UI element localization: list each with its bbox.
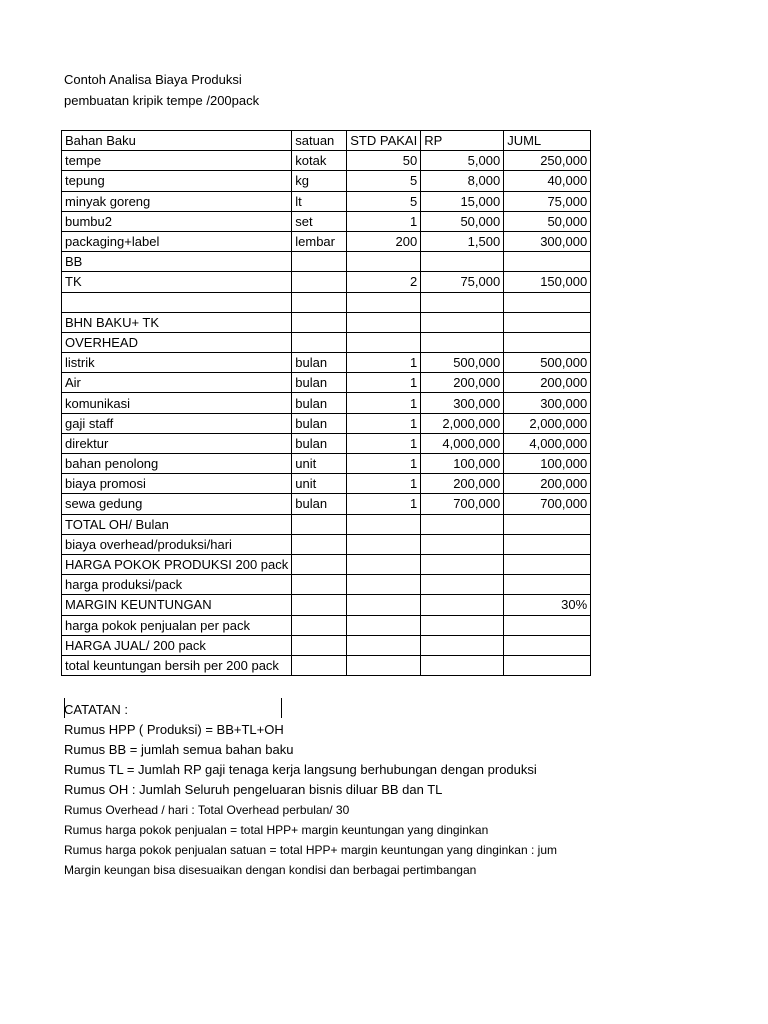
table-row bbox=[62, 312, 591, 332]
table-row bbox=[62, 615, 591, 635]
table-cell[interactable] bbox=[504, 575, 591, 595]
table-cell[interactable] bbox=[504, 635, 591, 655]
table-cell[interactable] bbox=[292, 514, 347, 534]
table-cell[interactable]: 5 bbox=[347, 191, 421, 211]
table-cell[interactable] bbox=[292, 595, 347, 615]
table-row bbox=[62, 231, 591, 251]
table-cell[interactable]: 250,000 bbox=[504, 151, 591, 171]
table-cell[interactable] bbox=[292, 292, 347, 312]
table-cell[interactable]: kotak bbox=[292, 151, 347, 171]
table-cell[interactable]: HARGA JUAL/ 200 pack bbox=[62, 635, 292, 655]
table-cell[interactable]: biaya overhead/produksi/hari bbox=[62, 534, 292, 554]
table-cell[interactable]: 8,000 bbox=[421, 171, 504, 191]
table-cell[interactable] bbox=[347, 635, 421, 655]
table-cell[interactable]: 40,000 bbox=[504, 171, 591, 191]
table-cell[interactable] bbox=[421, 575, 504, 595]
table-row bbox=[62, 171, 591, 191]
table-cell[interactable]: 4,000,000 bbox=[421, 433, 504, 453]
table-cell[interactable]: TK bbox=[62, 272, 292, 292]
table-cell[interactable]: 2 bbox=[347, 272, 421, 292]
notes-section bbox=[64, 700, 557, 880]
table-cell[interactable]: bulan bbox=[292, 433, 347, 453]
table-cell[interactable]: unit bbox=[292, 474, 347, 494]
table-cell[interactable] bbox=[421, 635, 504, 655]
table-row bbox=[62, 252, 591, 272]
table-cell[interactable]: 2,000,000 bbox=[421, 413, 504, 433]
table-cell[interactable] bbox=[292, 635, 347, 655]
table-row bbox=[62, 575, 591, 595]
table-cell[interactable] bbox=[504, 554, 591, 574]
table-cell[interactable]: 1 bbox=[347, 474, 421, 494]
table-cell[interactable]: tempe bbox=[62, 151, 292, 171]
table-cell[interactable]: MARGIN KEUNTUNGAN bbox=[62, 595, 292, 615]
table-cell[interactable]: 100,000 bbox=[421, 454, 504, 474]
table-cell[interactable] bbox=[292, 252, 347, 272]
table-cell[interactable]: JUML bbox=[504, 131, 591, 151]
table-cell[interactable] bbox=[421, 312, 504, 332]
table-cell[interactable]: satuan bbox=[292, 131, 347, 151]
table-cell[interactable]: BHN BAKU+ TK bbox=[62, 312, 292, 332]
table-cell[interactable]: 1 bbox=[347, 433, 421, 453]
table-cell[interactable]: 500,000 bbox=[504, 353, 591, 373]
table-cell[interactable]: 5 bbox=[347, 171, 421, 191]
table-cell[interactable]: bulan bbox=[292, 393, 347, 413]
table-cell[interactable]: tepung bbox=[62, 171, 292, 191]
table-cell[interactable]: 150,000 bbox=[504, 272, 591, 292]
table-row bbox=[62, 292, 591, 312]
table-cell[interactable] bbox=[421, 292, 504, 312]
table-cell[interactable]: 50 bbox=[347, 151, 421, 171]
table-cell[interactable] bbox=[347, 595, 421, 615]
table-cell[interactable] bbox=[421, 554, 504, 574]
table-cell[interactable] bbox=[292, 615, 347, 635]
table-cell[interactable]: 300,000 bbox=[504, 393, 591, 413]
table-cell[interactable]: minyak goreng bbox=[62, 191, 292, 211]
table-cell[interactable]: 1 bbox=[347, 353, 421, 373]
table-row bbox=[62, 373, 591, 393]
table-cell[interactable]: kg bbox=[292, 171, 347, 191]
table-row bbox=[62, 534, 591, 554]
table-cell[interactable] bbox=[292, 554, 347, 574]
note-line: Rumus harga pokok penjualan = total HPP+ margin keuntungan yang dinginkan bbox=[64, 823, 489, 837]
table-cell[interactable] bbox=[504, 514, 591, 534]
table-cell[interactable] bbox=[292, 534, 347, 554]
table-cell[interactable] bbox=[347, 554, 421, 574]
table-cell[interactable]: komunikasi bbox=[62, 393, 292, 413]
table-cell[interactable] bbox=[292, 655, 347, 675]
table-cell[interactable] bbox=[504, 332, 591, 352]
table-cell[interactable]: packaging+label bbox=[62, 231, 292, 251]
table-cell[interactable]: 500,000 bbox=[421, 353, 504, 373]
table-cell[interactable] bbox=[292, 575, 347, 595]
table-row bbox=[62, 514, 591, 534]
table-cell[interactable]: bumbu2 bbox=[62, 211, 292, 231]
table-cell[interactable]: total keuntungan bersih per 200 pack bbox=[62, 655, 292, 675]
table-cell[interactable]: bulan bbox=[292, 413, 347, 433]
table-cell[interactable]: 75,000 bbox=[504, 191, 591, 211]
table-cell[interactable]: 200,000 bbox=[504, 373, 591, 393]
table-row bbox=[62, 211, 591, 231]
table-cell[interactable]: bulan bbox=[292, 353, 347, 373]
table-row bbox=[62, 595, 591, 615]
table-row bbox=[62, 353, 591, 373]
table-cell[interactable]: 1 bbox=[347, 454, 421, 474]
table-cell[interactable] bbox=[421, 332, 504, 352]
table-cell[interactable] bbox=[347, 615, 421, 635]
table-cell[interactable]: 200,000 bbox=[421, 373, 504, 393]
table-cell[interactable]: 4,000,000 bbox=[504, 433, 591, 453]
note-line: Margin keungan bisa disesuaikan dengan kondisi dan berbagai pertimbangan bbox=[64, 863, 477, 877]
table-cell[interactable]: bulan bbox=[292, 373, 347, 393]
table-cell[interactable] bbox=[504, 312, 591, 332]
table-cell[interactable] bbox=[347, 332, 421, 352]
table-row bbox=[62, 454, 591, 474]
table-cell[interactable]: unit bbox=[292, 454, 347, 474]
table-cell[interactable]: lembar bbox=[292, 231, 347, 251]
table-cell[interactable] bbox=[504, 292, 591, 312]
table-cell[interactable] bbox=[292, 272, 347, 292]
table-cell[interactable]: 1 bbox=[347, 211, 421, 231]
cost-analysis-table bbox=[61, 130, 591, 676]
note-line: Rumus TL = Jumlah RP gaji tenaga kerja langsung berhubungan dengan produksi bbox=[64, 762, 537, 777]
table-cell[interactable] bbox=[421, 534, 504, 554]
table-cell[interactable]: 1 bbox=[347, 413, 421, 433]
note-line: Rumus Overhead / hari : Total Overhead perbulan/ 30 bbox=[64, 803, 350, 817]
table-cell[interactable]: listrik bbox=[62, 353, 292, 373]
table-cell[interactable]: 1,500 bbox=[421, 231, 504, 251]
table-cell[interactable] bbox=[504, 655, 591, 675]
table-cell[interactable] bbox=[292, 312, 347, 332]
table-cell[interactable] bbox=[504, 252, 591, 272]
table-cell[interactable] bbox=[421, 615, 504, 635]
table-row bbox=[62, 554, 591, 574]
table-header-row bbox=[62, 131, 591, 151]
table-cell[interactable] bbox=[347, 575, 421, 595]
table-cell[interactable]: 75,000 bbox=[421, 272, 504, 292]
notes-header: CATATAN : bbox=[64, 702, 129, 717]
table-cell[interactable]: bahan penolong bbox=[62, 454, 292, 474]
table-cell[interactable]: TOTAL OH/ Bulan bbox=[62, 514, 292, 534]
table-row bbox=[62, 494, 591, 514]
table-cell[interactable] bbox=[292, 332, 347, 352]
heading-line-1: Contoh Analisa Biaya Produksi bbox=[64, 72, 242, 87]
table-cell[interactable]: 5,000 bbox=[421, 151, 504, 171]
note-line: Rumus OH : Jumlah Seluruh pengeluaran bisnis diluar BB dan TL bbox=[64, 782, 443, 797]
table-cell[interactable]: OVERHEAD bbox=[62, 332, 292, 352]
note-line: Rumus HPP ( Produksi) = BB+TL+OH bbox=[64, 722, 284, 737]
table-cell[interactable]: 700,000 bbox=[504, 494, 591, 514]
table-cell[interactable] bbox=[504, 615, 591, 635]
table-row bbox=[62, 635, 591, 655]
table-cell[interactable]: 50,000 bbox=[421, 211, 504, 231]
table-row bbox=[62, 272, 591, 292]
table-cell[interactable]: 200,000 bbox=[421, 474, 504, 494]
table-cell[interactable]: 100,000 bbox=[504, 454, 591, 474]
table-cell[interactable]: gaji staff bbox=[62, 413, 292, 433]
table-row bbox=[62, 393, 591, 413]
table-cell[interactable]: 300,000 bbox=[504, 231, 591, 251]
table-cell[interactable] bbox=[347, 514, 421, 534]
table-cell[interactable]: bulan bbox=[292, 494, 347, 514]
note-line: Rumus BB = jumlah semua bahan baku bbox=[64, 742, 294, 757]
table-row bbox=[62, 413, 591, 433]
table-cell[interactable]: harga produksi/pack bbox=[62, 575, 292, 595]
table-cell[interactable]: 1 bbox=[347, 393, 421, 413]
table-cell[interactable]: Bahan Baku bbox=[62, 131, 292, 151]
table-cell[interactable]: Air bbox=[62, 373, 292, 393]
table-cell[interactable]: BB bbox=[62, 252, 292, 272]
table-cell[interactable] bbox=[347, 252, 421, 272]
table-row bbox=[62, 332, 591, 352]
table-cell[interactable]: biaya promosi bbox=[62, 474, 292, 494]
table-cell[interactable]: lt bbox=[292, 191, 347, 211]
table-cell[interactable]: 50,000 bbox=[504, 211, 591, 231]
table-cell[interactable] bbox=[504, 534, 591, 554]
table-row bbox=[62, 433, 591, 453]
table-cell[interactable]: set bbox=[292, 211, 347, 231]
table-row bbox=[62, 655, 591, 675]
table-cell[interactable]: STD PAKAI bbox=[347, 131, 421, 151]
table-cell[interactable] bbox=[421, 514, 504, 534]
note-line: Rumus harga pokok penjualan satuan = total HPP+ margin keuntungan yang dinginkan : jum bbox=[64, 843, 557, 857]
table-cell[interactable] bbox=[347, 655, 421, 675]
table-cell[interactable]: 1 bbox=[347, 373, 421, 393]
table-cell[interactable]: 2,000,000 bbox=[504, 413, 591, 433]
table-cell[interactable] bbox=[347, 312, 421, 332]
table-row bbox=[62, 191, 591, 211]
table-cell[interactable]: 200 bbox=[347, 231, 421, 251]
table-cell[interactable] bbox=[347, 292, 421, 312]
table-cell[interactable]: 30% bbox=[504, 595, 591, 615]
table-cell[interactable]: RP bbox=[421, 131, 504, 151]
table-cell[interactable] bbox=[421, 595, 504, 615]
table-cell[interactable]: direktur bbox=[62, 433, 292, 453]
table-cell[interactable]: sewa gedung bbox=[62, 494, 292, 514]
table-cell[interactable] bbox=[421, 252, 504, 272]
table-cell[interactable]: 200,000 bbox=[504, 474, 591, 494]
table-cell[interactable]: 1 bbox=[347, 494, 421, 514]
table-cell[interactable]: 700,000 bbox=[421, 494, 504, 514]
table-cell[interactable]: HARGA POKOK PRODUKSI 200 pack bbox=[62, 554, 292, 574]
table-cell[interactable] bbox=[62, 292, 292, 312]
table-cell[interactable] bbox=[421, 655, 504, 675]
table-row bbox=[62, 151, 591, 171]
heading-line-2: pembuatan kripik tempe /200pack bbox=[64, 93, 260, 108]
table-cell[interactable]: 15,000 bbox=[421, 191, 504, 211]
table-cell[interactable]: harga pokok penjualan per pack bbox=[62, 615, 292, 635]
table-cell[interactable] bbox=[347, 534, 421, 554]
table-cell[interactable]: 300,000 bbox=[421, 393, 504, 413]
table-row bbox=[62, 474, 591, 494]
